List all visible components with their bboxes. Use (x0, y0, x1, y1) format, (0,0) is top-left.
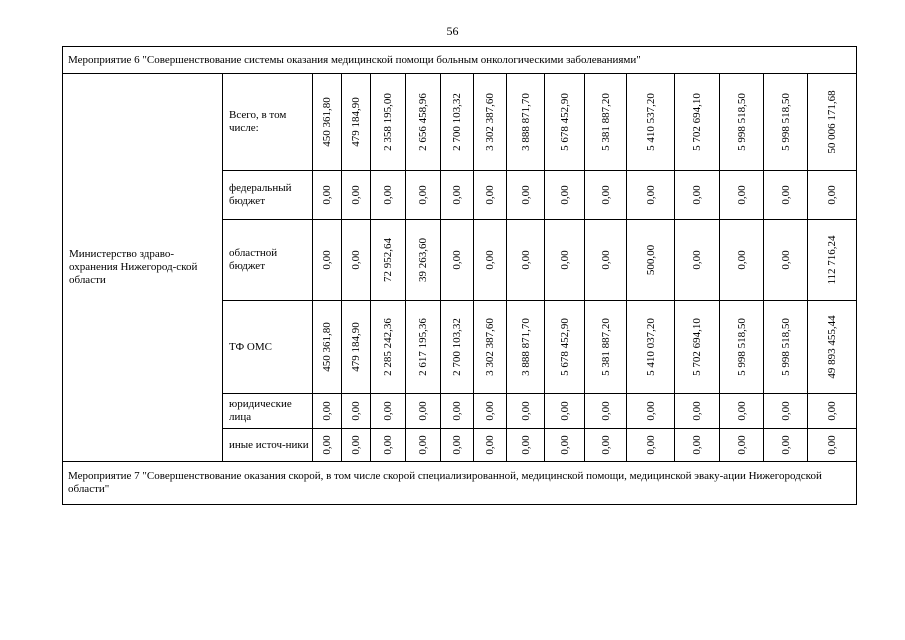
amount-value: 112 716,24 (826, 235, 839, 285)
amount-value: 0,00 (350, 401, 362, 421)
amount-value: 0,00 (451, 185, 463, 205)
amount-value: 5 998 518,50 (735, 93, 748, 151)
amount-cell (764, 171, 808, 220)
amount-value: 0,00 (519, 185, 532, 205)
funding-table (62, 46, 857, 505)
amount-cell (585, 429, 627, 462)
amount-value: 479 184,90 (350, 97, 362, 147)
amount-cell (545, 394, 585, 429)
amount-value: 0,00 (735, 185, 748, 205)
event-7-title: Мероприятие 7 "Совершенствование оказания скорой, в том числе скорой специализированной, медицинской помощи, медицинской эваку-ации Нижегородской области" (63, 462, 857, 505)
amount-cell (808, 301, 857, 394)
amount-cell (627, 394, 675, 429)
amount-cell (545, 429, 585, 462)
amount-cell (764, 301, 808, 394)
funding-source-label: ТФ ОМС (223, 301, 313, 394)
amount-cell (371, 220, 406, 301)
amount-cell (313, 171, 342, 220)
amount-cell (585, 74, 627, 171)
amount-value: 5 998 518,50 (779, 318, 792, 376)
amount-value: 0,00 (350, 185, 362, 205)
amount-cell (313, 429, 342, 462)
amount-value: 0,00 (644, 401, 657, 421)
amount-value: 3 302 387,60 (484, 93, 496, 151)
amount-cell (371, 429, 406, 462)
amount-value: 0,00 (451, 435, 463, 455)
amount-cell (720, 394, 764, 429)
amount-cell (507, 429, 545, 462)
amount-cell (474, 220, 507, 301)
amount-value: 0,00 (735, 401, 748, 421)
amount-cell (808, 394, 857, 429)
amount-value: 0,00 (735, 435, 748, 455)
amount-cell (474, 429, 507, 462)
amount-cell (406, 301, 441, 394)
amount-value: 39 263,60 (417, 238, 429, 282)
amount-cell (342, 394, 371, 429)
amount-value: 5 381 887,20 (599, 93, 612, 151)
amount-value: 0,00 (321, 401, 333, 421)
amount-cell (675, 394, 720, 429)
amount-value: 0,00 (691, 250, 703, 270)
amount-cell (342, 220, 371, 301)
amount-value: 2 700 103,32 (451, 93, 463, 151)
amount-value: 479 184,90 (350, 322, 362, 372)
amount-value: 0,00 (599, 401, 612, 421)
event-6-row (63, 47, 857, 74)
amount-value: 0,00 (451, 401, 463, 421)
amount-value: 0,00 (644, 435, 657, 455)
amount-value: 0,00 (599, 435, 612, 455)
amount-cell (441, 394, 474, 429)
amount-cell (371, 301, 406, 394)
amount-value: 0,00 (826, 435, 839, 455)
amount-value: 450 361,80 (321, 322, 333, 372)
funding-row-total (63, 74, 857, 171)
amount-cell (675, 74, 720, 171)
amount-cell (545, 74, 585, 171)
amount-value: 5 678 452,90 (558, 93, 571, 151)
amount-value: 0,00 (779, 250, 792, 270)
amount-cell (545, 301, 585, 394)
amount-value: 3 888 871,70 (519, 318, 532, 376)
amount-cell (313, 394, 342, 429)
amount-value: 0,00 (417, 401, 429, 421)
amount-value: 0,00 (321, 250, 333, 270)
amount-cell (720, 74, 764, 171)
amount-cell (585, 394, 627, 429)
amount-cell (675, 429, 720, 462)
amount-cell (808, 171, 857, 220)
amount-value: 0,00 (779, 401, 792, 421)
amount-cell (313, 220, 342, 301)
amount-cell (627, 429, 675, 462)
amount-value: 450 361,80 (321, 97, 333, 147)
amount-cell (720, 429, 764, 462)
amount-cell (441, 74, 474, 171)
amount-cell (406, 220, 441, 301)
amount-cell (507, 394, 545, 429)
amount-cell (441, 301, 474, 394)
amount-value: 0,00 (558, 435, 571, 455)
amount-value: 5 410 037,20 (644, 318, 657, 376)
amount-cell (585, 301, 627, 394)
amount-cell (507, 220, 545, 301)
amount-cell (627, 171, 675, 220)
amount-value: 0,00 (519, 250, 532, 270)
amount-value: 50 006 171,68 (826, 90, 839, 154)
amount-cell (406, 429, 441, 462)
amount-value: 0,00 (558, 401, 571, 421)
amount-cell (406, 394, 441, 429)
amount-cell (764, 429, 808, 462)
amount-cell (371, 394, 406, 429)
amount-value: 5 998 518,50 (735, 318, 748, 376)
amount-value: 0,00 (519, 435, 532, 455)
amount-value: 0,00 (484, 401, 496, 421)
amount-cell (371, 171, 406, 220)
amount-cell (441, 171, 474, 220)
amount-value: 0,00 (779, 185, 792, 205)
amount-cell (545, 220, 585, 301)
amount-value: 0,00 (350, 435, 362, 455)
amount-value: 2 617 195,36 (417, 318, 429, 376)
amount-value: 0,00 (691, 185, 703, 205)
amount-value: 0,00 (451, 250, 463, 270)
amount-cell (474, 74, 507, 171)
amount-cell (764, 394, 808, 429)
funding-source-label: федеральный бюджет (223, 171, 313, 220)
amount-value: 2 656 458,96 (417, 93, 429, 151)
amount-cell (313, 301, 342, 394)
amount-value: 0,00 (321, 185, 333, 205)
amount-cell (627, 301, 675, 394)
amount-cell (675, 301, 720, 394)
event-6-title: Мероприятие 6 "Совершенствование системы оказания медицинской помощи больным онкологическими заболеваниями" (63, 47, 857, 74)
amount-value: 5 702 694,10 (691, 318, 703, 376)
amount-cell (808, 74, 857, 171)
amount-value: 0,00 (484, 435, 496, 455)
amount-value: 0,00 (779, 435, 792, 455)
amount-cell (342, 429, 371, 462)
amount-value: 72 952,64 (382, 238, 394, 282)
amount-cell (627, 74, 675, 171)
amount-value: 3 302 387,60 (484, 318, 496, 376)
amount-value: 0,00 (558, 250, 571, 270)
amount-value: 0,00 (519, 401, 532, 421)
amount-cell (342, 74, 371, 171)
amount-cell (474, 394, 507, 429)
amount-cell (720, 301, 764, 394)
amount-value: 3 888 871,70 (519, 93, 532, 151)
amount-cell (764, 74, 808, 171)
amount-cell (406, 74, 441, 171)
amount-cell (720, 220, 764, 301)
amount-cell (720, 171, 764, 220)
amount-cell (585, 220, 627, 301)
amount-value: 5 381 887,20 (599, 318, 612, 376)
funding-source-label: юридические лица (223, 394, 313, 429)
amount-cell (342, 171, 371, 220)
amount-cell (441, 220, 474, 301)
amount-value: 500,00 (644, 244, 657, 276)
amount-value: 2 358 195,00 (382, 93, 394, 151)
amount-cell (545, 171, 585, 220)
amount-cell (474, 301, 507, 394)
amount-value: 0,00 (826, 185, 839, 205)
amount-value: 0,00 (691, 401, 703, 421)
amount-cell (441, 429, 474, 462)
amount-cell (371, 74, 406, 171)
amount-value: 0,00 (382, 185, 394, 205)
amount-value: 0,00 (484, 185, 496, 205)
event-7-row (63, 462, 857, 505)
amount-value: 0,00 (417, 185, 429, 205)
amount-value: 0,00 (826, 401, 839, 421)
amount-value: 0,00 (417, 435, 429, 455)
amount-cell (675, 220, 720, 301)
amount-value: 0,00 (382, 401, 394, 421)
amount-value: 0,00 (735, 250, 748, 270)
amount-cell (342, 301, 371, 394)
amount-cell (406, 171, 441, 220)
amount-cell (627, 220, 675, 301)
amount-cell (808, 429, 857, 462)
funding-source-label: Всего, в том числе: (223, 74, 313, 171)
amount-value: 0,00 (691, 435, 703, 455)
amount-cell (313, 74, 342, 171)
amount-cell (764, 220, 808, 301)
amount-value: 0,00 (558, 185, 571, 205)
funding-source-label: областной бюджет (223, 220, 313, 301)
amount-value: 0,00 (599, 185, 612, 205)
amount-value: 5 678 452,90 (558, 318, 571, 376)
amount-value: 5 702 694,10 (691, 93, 703, 151)
amount-value: 0,00 (321, 435, 333, 455)
amount-cell (507, 171, 545, 220)
amount-cell (675, 171, 720, 220)
amount-cell (507, 301, 545, 394)
amount-value: 5 998 518,50 (779, 93, 792, 151)
amount-cell (474, 171, 507, 220)
amount-value: 0,00 (350, 250, 362, 270)
amount-cell (585, 171, 627, 220)
amount-cell (808, 220, 857, 301)
amount-value: 2 700 103,32 (451, 318, 463, 376)
amount-value: 49 893 455,44 (826, 315, 839, 379)
amount-value: 0,00 (484, 250, 496, 270)
amount-value: 0,00 (382, 435, 394, 455)
funding-source-label: иные источ-ники (223, 429, 313, 462)
page-number: 56 (446, 24, 459, 38)
responsible-organization: Министерство здраво-охранения Нижегород-ской области (63, 74, 223, 462)
amount-value: 0,00 (599, 250, 612, 270)
amount-value: 5 410 537,20 (644, 93, 657, 151)
amount-value: 0,00 (644, 185, 657, 205)
amount-cell (507, 74, 545, 171)
amount-value: 2 285 242,36 (382, 318, 394, 376)
